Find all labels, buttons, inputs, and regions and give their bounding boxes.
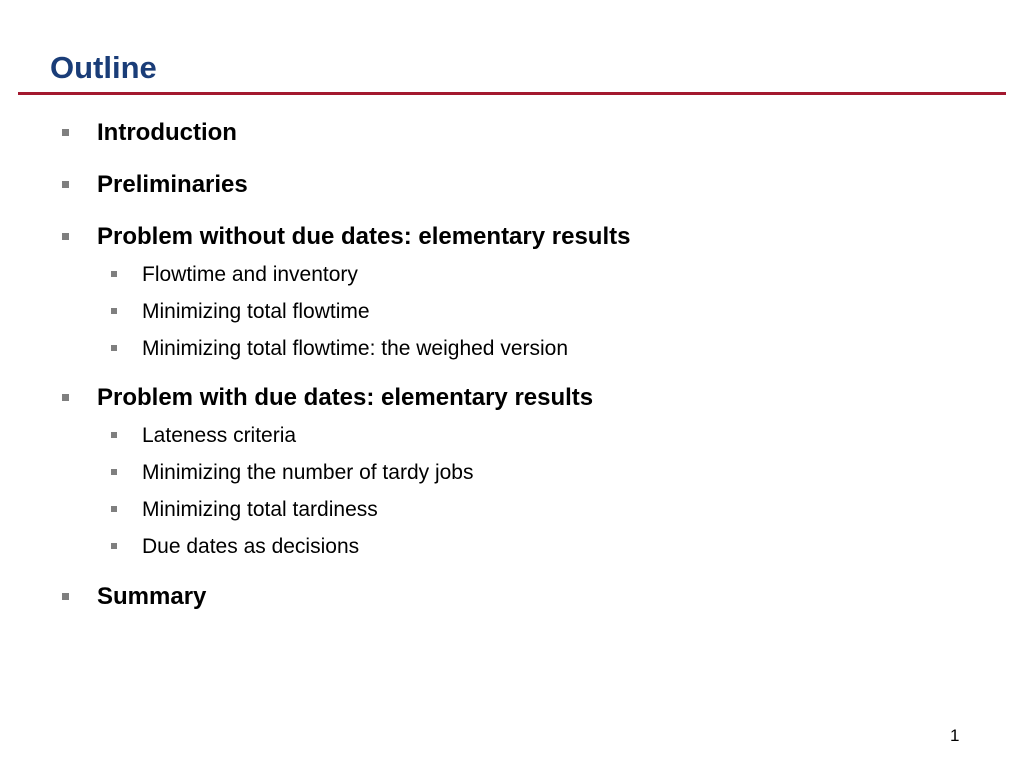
- square-bullet-icon: [111, 271, 117, 277]
- square-bullet-icon: [62, 129, 69, 136]
- square-bullet-icon: [111, 506, 117, 512]
- page-number: 1: [950, 726, 960, 745]
- outline-subitem-label: Minimizing the number of tardy jobs: [142, 461, 474, 484]
- outline-subitem-label: Flowtime and inventory: [142, 263, 358, 286]
- square-bullet-icon: [62, 394, 69, 401]
- square-bullet-icon: [111, 543, 117, 549]
- square-bullet-icon: [62, 593, 69, 600]
- outline-subitem-label: Minimizing total flowtime: the weighed version: [142, 337, 569, 360]
- square-bullet-icon: [111, 345, 117, 351]
- outline-item-label: Introduction: [97, 119, 237, 146]
- square-bullet-icon: [62, 233, 69, 240]
- square-bullet-icon: [62, 181, 69, 188]
- square-bullet-icon: [111, 469, 117, 475]
- outline-subitem-label: Minimizing total tardiness: [142, 498, 378, 521]
- slide-title: Outline: [50, 50, 157, 85]
- outline-item-label: Problem without due dates: elementary results: [97, 223, 631, 250]
- outline-item-label: Summary: [97, 583, 207, 610]
- square-bullet-icon: [111, 308, 117, 314]
- outline-subitem-label: Due dates as decisions: [142, 535, 360, 558]
- square-bullet-icon: [111, 432, 117, 438]
- outline-item-label: Problem with due dates: elementary results: [97, 384, 594, 411]
- outline-subitem-label: Lateness criteria: [142, 424, 297, 447]
- outline-item-label: Preliminaries: [97, 171, 248, 198]
- outline-subitem-label: Minimizing total flowtime: [142, 300, 370, 323]
